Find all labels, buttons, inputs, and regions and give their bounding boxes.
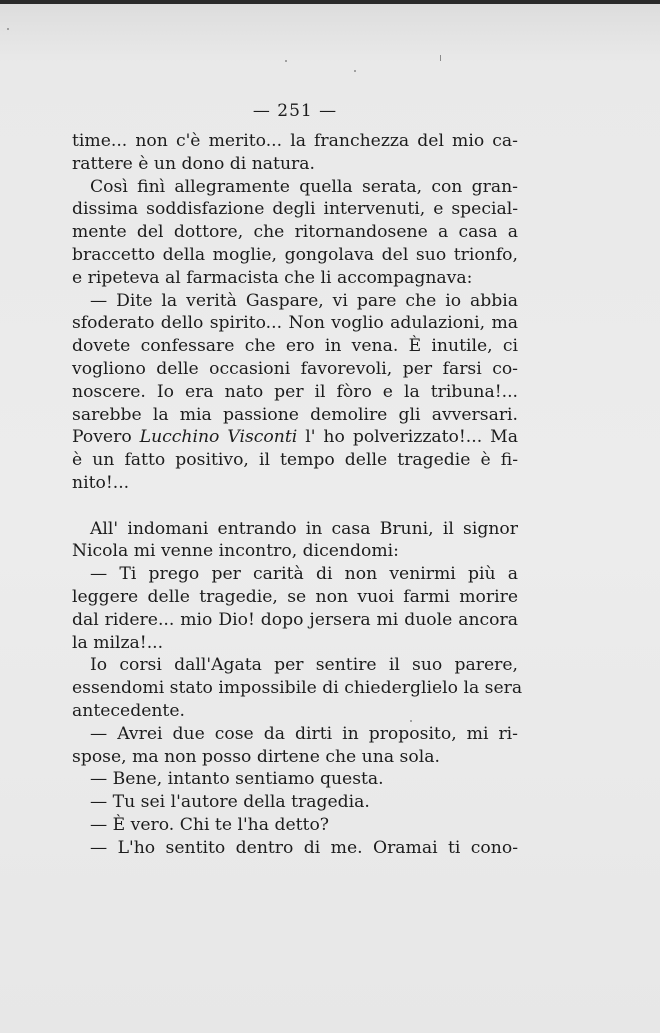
text-line: — Bene, intanto sentiamo questa. — [90, 769, 384, 790]
text-line: sarebbe la mia passione demolire gli avversari. — [72, 404, 518, 425]
text-line: — Dite la verità Gaspare, vi pare che io abbia — [90, 290, 518, 311]
text-line: mente del dottore, che ritornandosene a casa a — [72, 222, 518, 243]
text-line: dissima soddisfazione degli intervenuti, e special- — [72, 199, 518, 220]
body-text — [72, 130, 523, 860]
text-line: braccetto della moglie, gongolava del suo trionfo, — [72, 244, 518, 265]
text-line: e ripeteva al farmacista che li accompagnava: — [72, 267, 473, 288]
text-line-mixed — [72, 426, 518, 449]
text-line: — Ti prego per carità di non venirmi più a — [90, 564, 518, 585]
text-line: la milza!... — [72, 632, 164, 653]
text-line: Così finì allegramente quella serata, con gran- — [90, 176, 518, 197]
text-line: — Avrei due cose da dirti in proposito, mi ri- — [90, 723, 518, 744]
paper-speck — [285, 60, 287, 62]
text-line: time... non c'è merito... la franchezza del mio ca- — [72, 131, 518, 151]
text-line: essendomi stato impossibile di chiederglielo la sera — [72, 678, 523, 699]
page-top-edge — [0, 0, 660, 4]
paragraph-break — [72, 495, 518, 518]
text-line: Nicola mi venne incontro, dicendomi: — [72, 541, 399, 562]
text-line: nito!... — [72, 472, 130, 493]
text-line: noscere. Io era nato per il fòro e la tribuna!... — [72, 381, 518, 402]
text-line: — L'ho sentito dentro di me. Oramai ti cono- — [90, 837, 518, 858]
text-line: spose, ma non posso dirtene che una sola. — [72, 746, 440, 767]
text-line: Io corsi dall'Agata per sentire il suo parere, — [90, 655, 518, 676]
text-line: vogliono delle occasioni favorevoli, per farsi co- — [72, 358, 518, 379]
text-line: dovete confessare che ero in vena. È inutile, ci — [72, 336, 518, 357]
italic-title: Lucchino Visconti — [139, 427, 298, 448]
paper-speck — [354, 70, 356, 72]
text-line: è un fatto positivo, il tempo delle tragedie è fi- — [72, 450, 518, 471]
text-line: — Tu sei l'autore della tragedia. — [90, 792, 370, 813]
text-line: leggere delle tragedie, se non vuoi farmi morire — [72, 586, 518, 607]
text-fragment: Povero — [72, 427, 132, 448]
text-line: — È vero. Chi te l'ha detto? — [90, 814, 330, 835]
paper-speck — [440, 55, 441, 61]
text-line: sfoderato dello spirito... Non voglio adulazioni, ma — [72, 313, 518, 334]
paper-speck — [7, 28, 9, 30]
text-fragment: l' ho polverizzato!... Ma — [305, 427, 518, 448]
text-line: rattere è un dono di natura. — [72, 153, 315, 174]
text-line: dal ridere... mio Dio! dopo jersera mi duole ancora — [72, 609, 518, 630]
text-line: antecedente. — [72, 700, 185, 721]
page-number: — 251 — — [252, 101, 338, 121]
text-line: All' indomani entrando in casa Bruni, il signor — [90, 518, 518, 539]
paper-speck — [410, 720, 412, 722]
